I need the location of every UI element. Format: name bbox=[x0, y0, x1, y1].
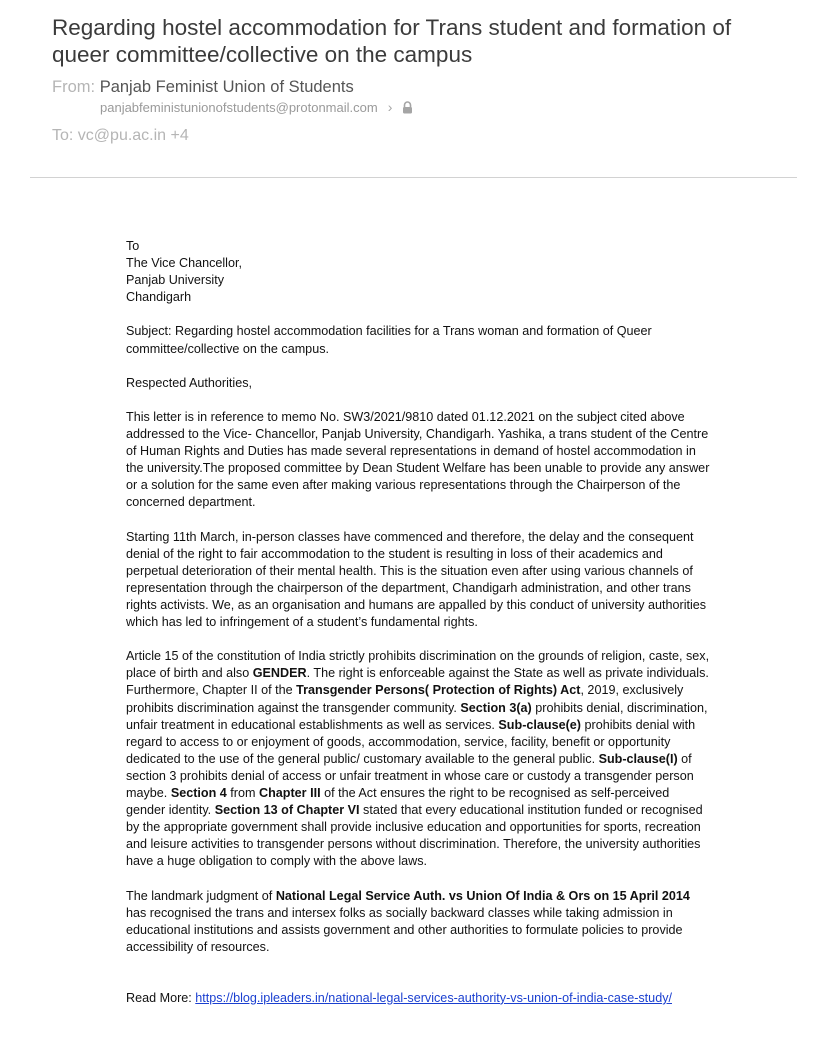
sender-name[interactable]: Panjab Feminist Union of Students bbox=[99, 78, 354, 96]
letter-salutation: Respected Authorities, bbox=[126, 375, 253, 390]
address-line: Chandigarh bbox=[126, 290, 192, 305]
address-line: The Vice Chancellor, bbox=[126, 256, 242, 271]
text-run: stated that every educational institution funded or recognised by the appropriate government shall provide inclusive education and opportunities for sports, recreation and leisure activities to transgender persons without discrimination. Therefore, the university authorities have a huge obligation to comply with the above laws. bbox=[126, 803, 703, 869]
bold-run: Section 13 of Chapter VI bbox=[214, 803, 360, 818]
letter-paragraph-1: This letter is in reference to memo No. SW3/2021/9810 dated 01.12.2021 on the subject cited above addressed to the Vice- Chancellor, Panjab University, Chandigarh. Yashika, a trans student of the Centre of Human Rights and Duties has made several representations in demand of hostel accommodation in the university.The proposed committee by Dean Student Welfare has been unable to provide any answer or a solution for the same even after making various representations through the Chairperson of the concerned department. bbox=[126, 409, 710, 510]
bold-run: GENDER bbox=[252, 666, 307, 681]
read-more bbox=[126, 990, 711, 1007]
letter-body bbox=[126, 238, 711, 1024]
text-run: has recognised the trans and intersex folks as socially backward classes while taking admission in educational institutions and assists government and other authorities to formulate policies to provide accessibility of resources. bbox=[126, 905, 683, 954]
header-divider bbox=[30, 177, 797, 178]
letter-paragraph-2: Starting 11th March, in-person classes have commenced and therefore, the delay and the consequent denial of the right to fair accommodation to the student is resulting in loss of their academics and perpetual deterioration of their mental health. This is the situation even after using various channels of representation through the chairperson of the department, Chandigarh administration, and other trans rights activists. We, as an organisation and humans are appalled by this conduct of university authorities which has led to infringement of a student’s fundamental rights. bbox=[126, 529, 707, 630]
letter-paragraph-4 bbox=[126, 888, 711, 956]
text-run: of the Act ensures the right to be recognised as self-perceived gender identity. bbox=[126, 786, 670, 818]
bold-run: Sub-clause(e) bbox=[498, 717, 581, 732]
from-row bbox=[52, 78, 354, 97]
to-recipients[interactable]: vc@pu.ac.in +4 bbox=[77, 127, 189, 144]
bold-run: Sub-clause(I) bbox=[598, 751, 678, 766]
address-line: To bbox=[126, 239, 140, 253]
text-run: . The right is enforceable against the State as well as private individuals. Furthermore, Chapter II of the bbox=[126, 666, 709, 698]
sender-email-row[interactable] bbox=[100, 99, 413, 115]
to-label: To: bbox=[52, 127, 74, 144]
chevron-right-icon[interactable]: › bbox=[387, 99, 393, 115]
bold-run: Transgender Persons( Protection of Rights) Act bbox=[296, 683, 581, 698]
sender-email[interactable]: panjabfeministunionofstudents@protonmail.com bbox=[100, 99, 378, 115]
text-run: Article 15 of the constitution of India strictly prohibits discrimination on the grounds of religion, caste, sex, place of birth and also bbox=[126, 649, 710, 681]
read-more-label: Read More: bbox=[126, 990, 196, 1005]
text-run: from bbox=[226, 786, 259, 800]
text-run: The landmark judgment of bbox=[126, 888, 276, 903]
letter-address bbox=[126, 238, 711, 306]
read-more-link[interactable]: https://blog.ipleaders.in/national-legal-services-authority-vs-union-of-india-case-study/ bbox=[195, 990, 672, 1005]
text-run: , 2019, exclusively prohibits discrimination against the transgender community. bbox=[126, 683, 684, 715]
text-run: prohibits denial, discrimination, unfair treatment in educational establishments as well as services. bbox=[126, 700, 708, 732]
bold-run: National Legal Service Auth. vs Union Of India & Ors on 15 April 2014 bbox=[275, 888, 690, 903]
lock-icon bbox=[402, 101, 413, 114]
letter-paragraph-3 bbox=[126, 648, 711, 870]
address-line: Panjab University bbox=[126, 273, 224, 288]
email-subject: Regarding hostel accommodation for Trans student and formation of queer committee/collective on the campus bbox=[52, 15, 732, 67]
text-run: prohibits denial with regard to access to or enjoyment of goods, accommodation, service, facility, benefit or opportunity dedicated to the use of the general public/ customary available to the general public. bbox=[126, 717, 696, 766]
bold-run: Section 4 bbox=[170, 786, 227, 800]
to-row[interactable] bbox=[52, 127, 189, 145]
bold-run: Section 3(a) bbox=[460, 700, 532, 715]
from-label: From: bbox=[52, 78, 96, 96]
letter-subject: Subject: Regarding hostel accommodation facilities for a Trans woman and formation of Queer committee/collective on the campus. bbox=[126, 324, 652, 356]
bold-run: Chapter III bbox=[259, 786, 321, 800]
text-run: of section 3 prohibits denial of access or unfair treatment in whose care or custody a transgender person maybe. bbox=[126, 751, 694, 800]
